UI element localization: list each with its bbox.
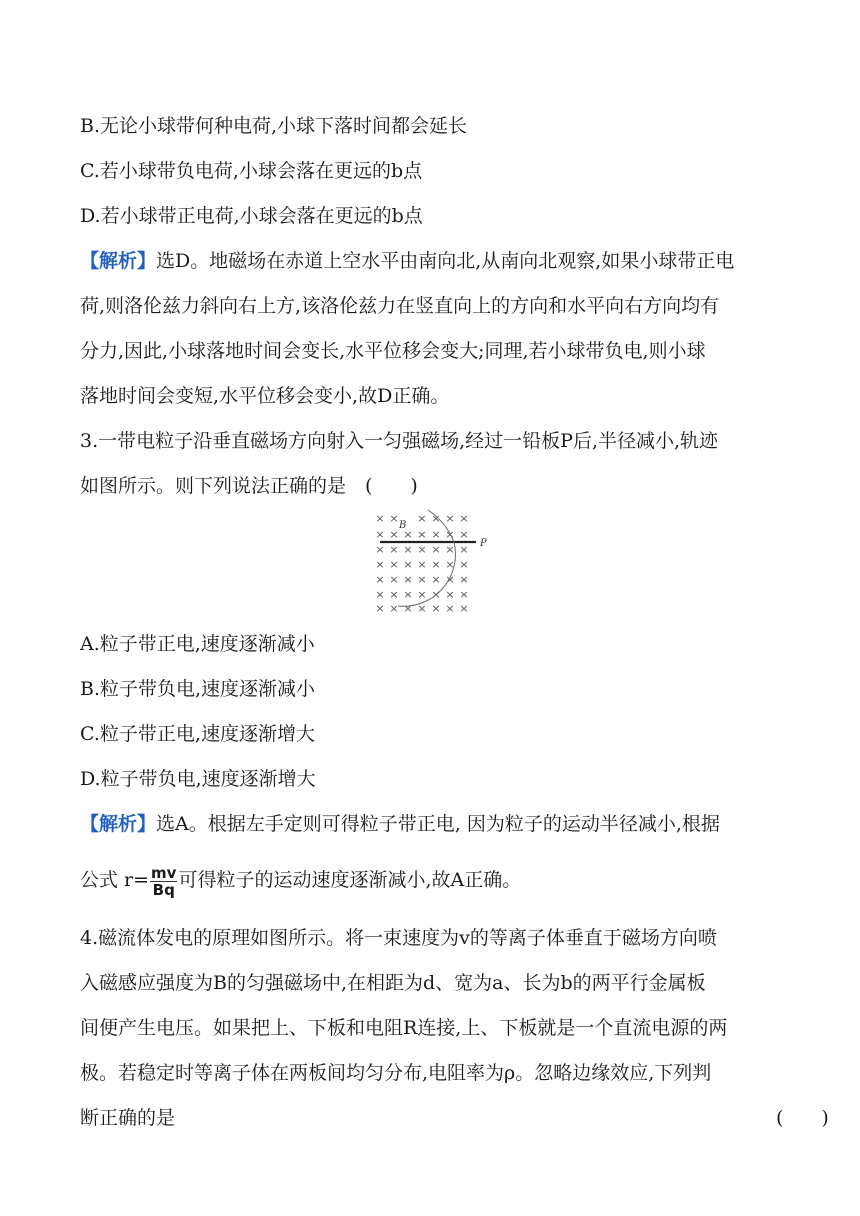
field-cross-mark: ×	[459, 512, 469, 525]
formula-denominator: Bq	[152, 880, 175, 899]
q4-stem-line1: 4.磁流体发电的原理如图所示。将一束速度为v的等离子体垂直于磁场方向喷	[80, 927, 717, 949]
q2-analysis-line4: 落地时间会变短,水平位移会变小,故D正确。	[80, 385, 450, 407]
q3-stem-line2: 如图所示。则下列说法正确的是 ( )	[80, 475, 418, 497]
field-cross-mark: ×	[389, 543, 399, 556]
q3-option-d: D.粒子带负电,速度逐渐增大	[80, 768, 316, 790]
field-cross-mark: ×	[389, 602, 399, 613]
field-cross-mark: ×	[375, 558, 385, 571]
formula-numerator: mv	[151, 863, 177, 882]
q4-stem-line4: 极。若稳定时等离子体在两板间均匀分布,电阻率为ρ。忽略边缘效应,下列判	[80, 1062, 712, 1084]
q2-analysis-line2: 荷,则洛伦兹力斜向右上方,该洛伦兹力在竖直向上的方向和水平向右方向均有	[80, 295, 720, 317]
field-cross-mark: ×	[417, 588, 427, 601]
q4-stem-line5: 断正确的是	[80, 1107, 176, 1129]
field-cross-mark: ×	[417, 528, 427, 541]
q2-option-c: C.若小球带负电荷,小球会落在更远的b点	[80, 160, 423, 182]
q3-analysis-line2	[80, 863, 780, 898]
field-cross-mark: ×	[403, 558, 413, 571]
field-cross-mark: ×	[431, 543, 441, 556]
q4-stem-line3: 间便产生电压。如果把上、下板和电阻R连接,上、下板就是一个直流电源的两	[80, 1017, 728, 1039]
field-cross-mark: ×	[431, 573, 441, 586]
field-cross-mark: ×	[417, 543, 427, 556]
field-cross-mark: ×	[389, 528, 399, 541]
field-cross-mark: ×	[375, 573, 385, 586]
formula-prefix: 公式 r=	[80, 869, 150, 891]
field-cross-mark: ×	[445, 602, 455, 613]
field-cross-mark: ×	[459, 573, 469, 586]
field-cross-mark: ×	[417, 573, 427, 586]
analysis-tag: 【解析】	[80, 250, 157, 272]
q3-option-b: B.粒子带负电,速度逐渐减小	[80, 678, 316, 700]
field-cross-mark: ×	[375, 512, 385, 525]
q3-analysis-text1: 选A。根据左手定则可得粒子带正电, 因为粒子的运动半径减小,根据	[156, 813, 720, 835]
field-cross-mark: ×	[459, 602, 469, 613]
field-cross-mark: ×	[417, 558, 427, 571]
plate-label-p: P	[480, 538, 487, 549]
formula-fraction	[150, 865, 177, 898]
field-cross-mark: ×	[445, 588, 455, 601]
field-cross-mark: ×	[375, 543, 385, 556]
q3-option-a: A.粒子带正电,速度逐渐减小	[80, 633, 315, 655]
field-cross-mark: ×	[389, 512, 399, 525]
q4-stem-line2: 入磁感应强度为B的匀强磁场中,在相距为d、宽为a、长为b的两平行金属板	[80, 972, 706, 994]
field-cross-mark: ×	[459, 543, 469, 556]
q4-answer-paren: ( )	[776, 1107, 829, 1129]
q3-analysis-line1	[80, 811, 780, 837]
field-cross-mark: ×	[417, 602, 427, 613]
field-cross-mark: ×	[445, 528, 455, 541]
field-label-b: B	[399, 520, 407, 531]
q2-analysis-text1: 选D。地磁场在赤道上空水平由南向北,从南向北观察,如果小球带正电	[156, 250, 735, 272]
field-cross-mark: ×	[431, 558, 441, 571]
q2-option-d: D.若小球带正电荷,小球会落在更远的b点	[80, 205, 423, 227]
field-cross-mark: ×	[403, 543, 413, 556]
field-cross-mark: ×	[403, 602, 413, 613]
field-cross-mark: ×	[445, 512, 455, 525]
q2-analysis-line3: 分力,因此,小球落地时间会变长,水平位移会变大;同理,若小球带负电,则小球	[80, 340, 706, 362]
field-cross-mark: ×	[445, 558, 455, 571]
analysis-tag: 【解析】	[80, 813, 157, 835]
field-cross-mark: ×	[375, 602, 385, 613]
q2-analysis-line1	[80, 248, 780, 274]
field-cross-mark: ×	[445, 543, 455, 556]
field-cross-mark: ×	[403, 588, 413, 601]
magnetic-field-figure	[370, 508, 500, 613]
field-cross-mark: ×	[403, 573, 413, 586]
field-cross-mark: ×	[375, 588, 385, 601]
field-cross-mark: ×	[431, 528, 441, 541]
q3-option-c: C.粒子带正电,速度逐渐增大	[80, 723, 315, 745]
field-cross-mark: ×	[389, 588, 399, 601]
field-cross-mark: ×	[375, 528, 385, 541]
field-cross-mark: ×	[459, 558, 469, 571]
field-cross-mark: ×	[389, 558, 399, 571]
field-cross-mark: ×	[459, 588, 469, 601]
field-cross-mark: ×	[389, 573, 399, 586]
formula-suffix: 可得粒子的运动速度逐渐减小,故A正确。	[178, 869, 522, 891]
field-cross-mark: ×	[403, 528, 413, 541]
field-cross-mark: ×	[459, 528, 469, 541]
field-cross-mark: ×	[431, 602, 441, 613]
q2-option-b: B.无论小球带何种电荷,小球下落时间都会延长	[80, 115, 468, 137]
field-cross-mark: ×	[417, 512, 427, 525]
field-cross-mark: ×	[431, 588, 441, 601]
q3-stem-line1: 3.一带电粒子沿垂直磁场方向射入一匀强磁场,经过一铅板P后,半径减小,轨迹	[80, 430, 719, 452]
field-cross-mark: ×	[445, 573, 455, 586]
field-cross-mark: ×	[431, 512, 441, 525]
